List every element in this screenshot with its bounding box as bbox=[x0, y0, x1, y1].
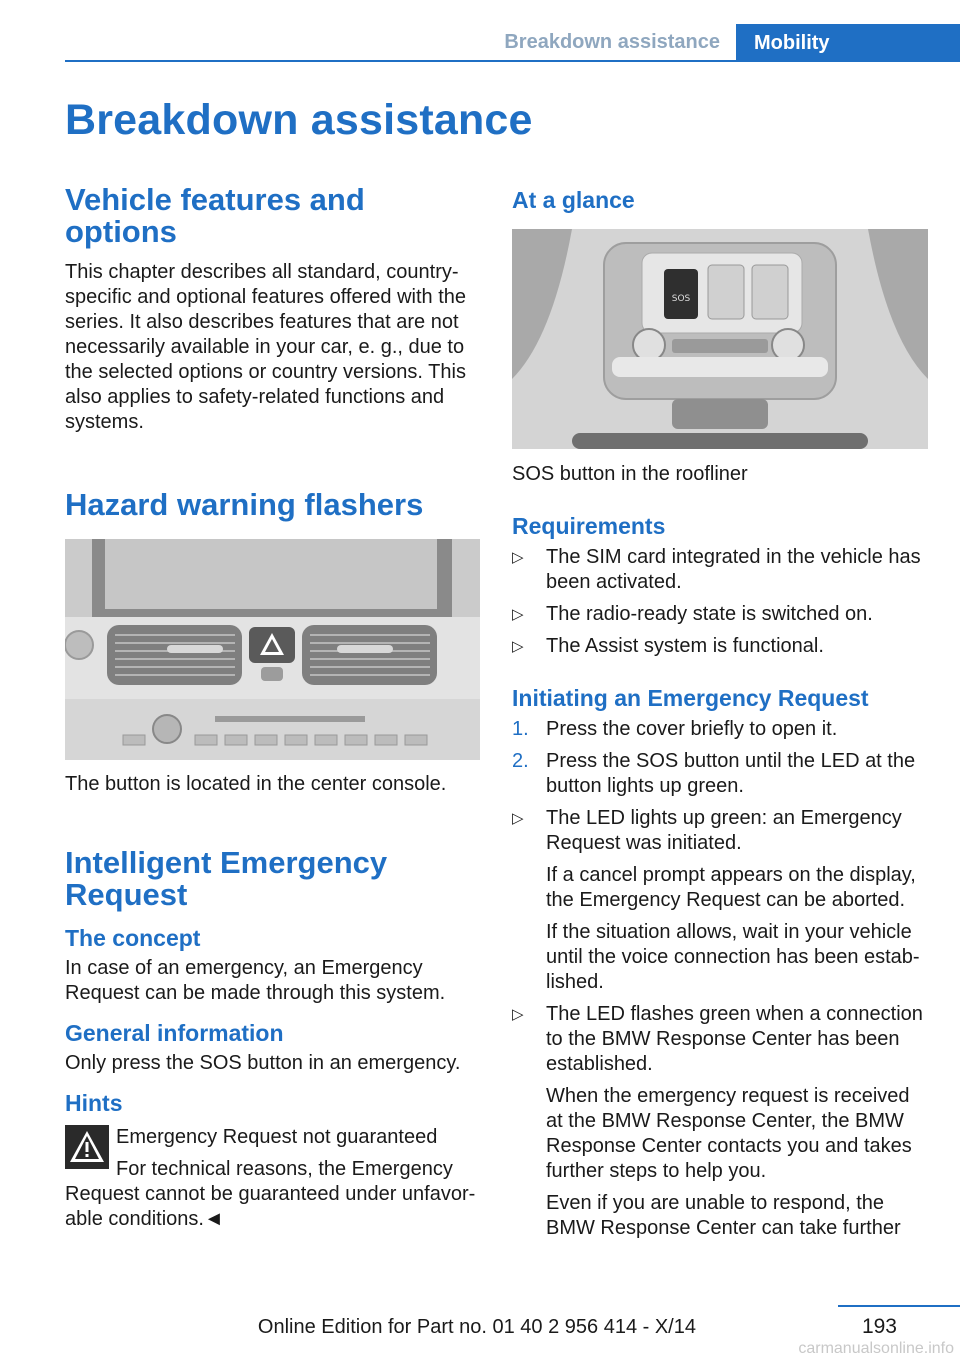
general-info-heading: General information bbox=[65, 1020, 284, 1046]
status-list bbox=[512, 806, 928, 1241]
footer-rule bbox=[838, 1305, 960, 1307]
list-item: ▷ The SIM card integrated in the vehicle has been activated. bbox=[512, 546, 921, 593]
requirements-list bbox=[512, 545, 928, 659]
warning-text-line1: For technical reasons, the Emergency bbox=[116, 1158, 453, 1180]
requirements-heading: Requirements bbox=[512, 513, 666, 539]
ier-heading: Intelligent Emergency Request bbox=[65, 845, 388, 912]
edition-footer: Online Edition for Part no. 01 40 2 956 414 - X/14 bbox=[257, 1316, 696, 1338]
watermark: carmanualsonline.info bbox=[798, 1340, 954, 1357]
page-title: Breakdown assistance bbox=[65, 96, 533, 144]
header-rule bbox=[65, 60, 960, 62]
concept-heading: The concept bbox=[65, 925, 201, 951]
hazard-caption: The button is located in the center console. bbox=[65, 773, 447, 795]
list-item: 1. Press the cover briefly to open it. bbox=[512, 718, 838, 740]
concept-text: In case of an emergency, an Emergency Request can be made through this system. bbox=[65, 957, 446, 1004]
warning-text: Request cannot be guaranteed under unfavor- able conditions.◄ bbox=[65, 1183, 476, 1230]
list-item: ▷ The LED flashes green when a connection to the BMW Response Center has been established. When the emergency request is received at the BMW Response Center, the BMW Response Center contacts you and takes further steps to help you. Even if you are unable to respond, the BMW Response Center can take further bbox=[512, 1003, 923, 1239]
list-item: 2. Press the SOS button until the LED at the button lights up green. bbox=[512, 750, 916, 797]
right-column bbox=[512, 184, 928, 1241]
steps-list bbox=[512, 717, 928, 799]
triangle-right-icon: ▷ bbox=[512, 638, 524, 655]
triangle-right-icon: ▷ bbox=[512, 606, 524, 623]
center-console-illustration bbox=[65, 539, 480, 760]
list-item: ▷ The LED lights up green: an Emergency Request was initiated. If a cancel prompt appears on the display, the Emergency Request can be aborted. If the situation allows, wait in your vehicle until the voice connection has been estab- lished. bbox=[512, 807, 920, 993]
hints-heading: Hints bbox=[65, 1090, 123, 1116]
list-item: ▷ The Assist system is functional. bbox=[512, 635, 824, 657]
initiating-heading: Initiating an Emergency Request bbox=[512, 685, 869, 711]
vehicle-features-heading: Vehicle features and options bbox=[65, 182, 365, 249]
vehicle-features-text: This chapter describes all standard, country-specific and optional features offered with the series. It also describes features that are not necessarily available in your car, e. g., due to the selected options or country versions. This also applies to safety-related functions and systems. bbox=[65, 261, 466, 433]
roofliner-sos-image bbox=[512, 229, 928, 449]
at-a-glance-heading: At a glance bbox=[512, 187, 635, 213]
roofliner-caption: SOS button in the roofliner bbox=[512, 463, 748, 485]
triangle-right-icon: ▷ bbox=[512, 1006, 524, 1023]
hazard-heading: Hazard warning flashers bbox=[65, 487, 424, 522]
header-tab-mobility: Mobility bbox=[736, 24, 960, 62]
header-section-title: Breakdown assistance bbox=[504, 31, 720, 53]
svg-text:SOS: SOS bbox=[671, 294, 691, 304]
page-number: 193 bbox=[861, 1315, 897, 1338]
hazard-console-image bbox=[65, 539, 480, 760]
general-info-text: Only press the SOS button in an emergency. bbox=[65, 1052, 461, 1074]
triangle-right-icon: ▷ bbox=[512, 810, 524, 827]
warning-note bbox=[65, 1125, 480, 1182]
warning-triangle-icon bbox=[65, 1125, 109, 1169]
roofliner-illustration bbox=[512, 229, 928, 449]
warning-title: Emergency Request not guaranteed bbox=[116, 1126, 438, 1148]
triangle-right-icon: ▷ bbox=[512, 549, 524, 566]
list-item: ▷ The radio-ready state is switched on. bbox=[512, 603, 873, 625]
left-column bbox=[65, 184, 480, 1232]
